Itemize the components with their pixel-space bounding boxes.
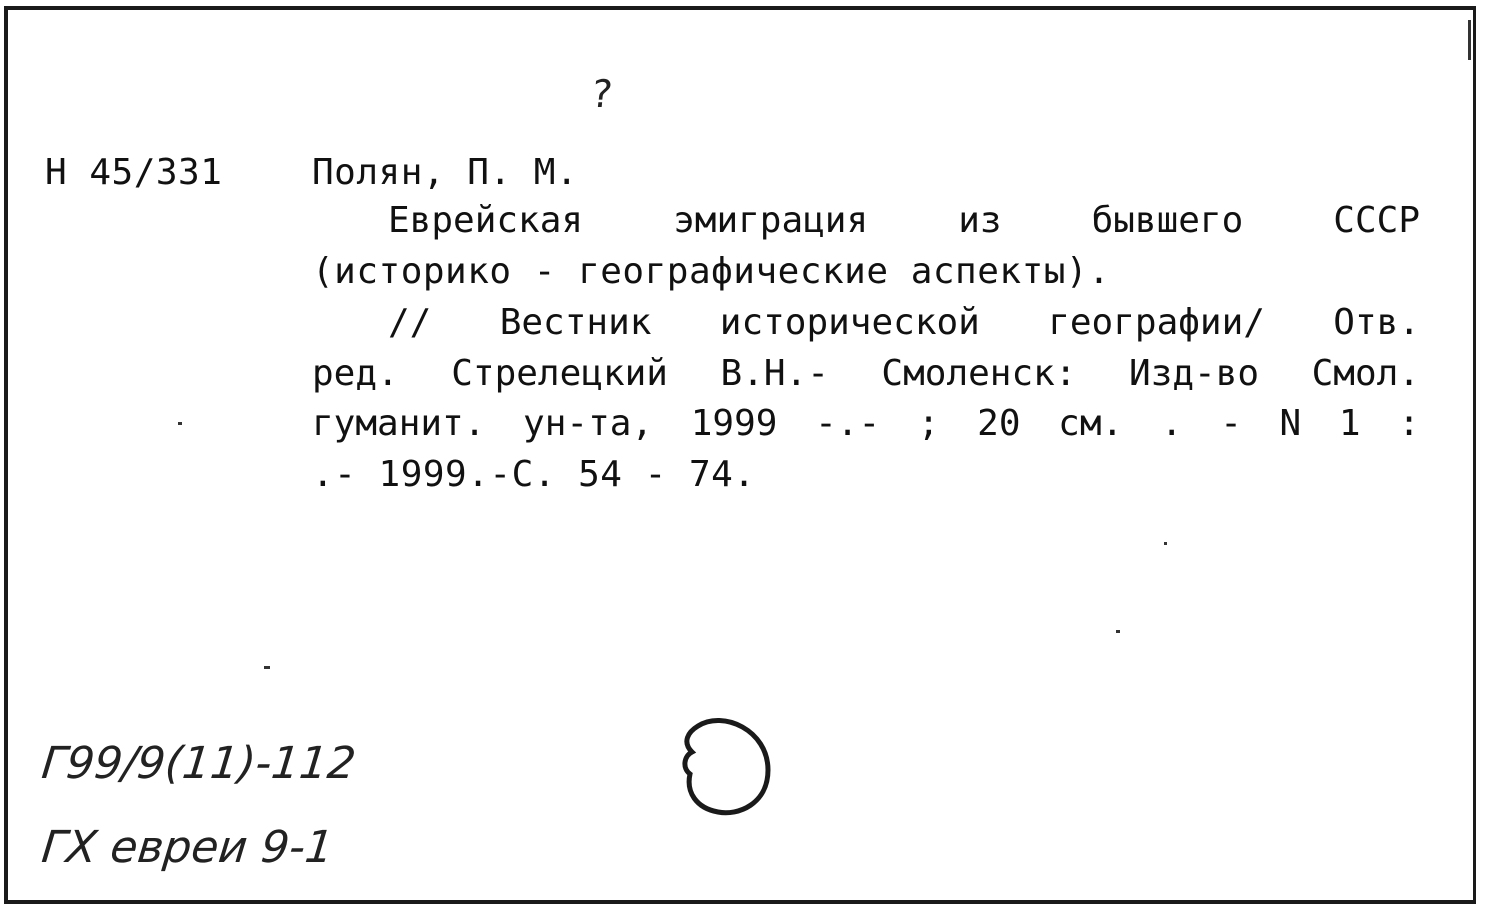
source-word: ун-та,	[523, 403, 654, 444]
title-word: Еврейская	[388, 200, 584, 241]
source-word: .	[1160, 403, 1183, 444]
title-word: бывшего	[1091, 200, 1244, 241]
source-word: Стрелецкий	[451, 353, 668, 394]
title-word: эмиграция	[673, 200, 869, 241]
source-line-2	[312, 348, 1420, 399]
source-word: :	[1398, 403, 1420, 444]
title-word: из	[958, 200, 1002, 241]
source-word: ;	[917, 403, 940, 444]
source-word: Изд-во	[1129, 353, 1260, 394]
source-line-1	[388, 297, 1420, 348]
source-word: см.	[1058, 403, 1124, 444]
title-word: СССР	[1333, 200, 1420, 241]
scan-speck	[1116, 630, 1120, 633]
source-line-4: .- 1999.-С. 54 - 74.	[312, 454, 756, 495]
source-word: Отв.	[1333, 302, 1420, 343]
source-word: Вестник	[499, 302, 652, 343]
source-word: 1	[1338, 403, 1361, 444]
source-word: гуманит.	[312, 403, 486, 444]
source-word: 20	[977, 403, 1021, 444]
source-line-3	[312, 398, 1420, 449]
author-name: Полян, П. М.	[312, 152, 579, 193]
handwritten-code-1: Г99/9(11)-112	[39, 738, 359, 789]
title-line-1	[388, 195, 1420, 246]
source-word: географии/	[1048, 302, 1265, 343]
source-word: -.-	[815, 403, 881, 444]
title-line-2: (историко - географические аспекты).	[312, 251, 1111, 292]
handwritten-code-2: ГХ евреи 9-1	[39, 822, 336, 873]
scan-speck	[264, 666, 270, 669]
scan-speck	[1164, 542, 1167, 545]
source-word: Смоленск:	[881, 353, 1077, 394]
source-word: Смол.	[1311, 353, 1420, 394]
source-word: 1999	[690, 403, 778, 444]
source-word: ред.	[312, 353, 399, 394]
handwritten-question-mark: ?	[589, 72, 615, 116]
scan-speck	[1468, 20, 1471, 60]
source-word: //	[388, 302, 432, 343]
shelf-mark: Н 45/331	[45, 152, 223, 193]
source-word: -	[1220, 403, 1242, 444]
source-word: В.Н.-	[720, 353, 829, 394]
source-word: N	[1279, 403, 1302, 444]
hole-circle-mark	[668, 712, 778, 822]
source-word: исторической	[719, 302, 980, 343]
scan-speck	[178, 422, 182, 425]
